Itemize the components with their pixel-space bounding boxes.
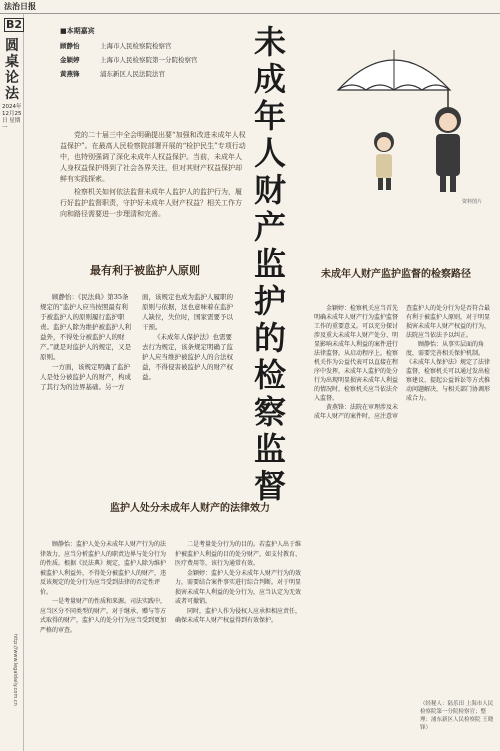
left-sidebar	[0, 14, 24, 751]
editor-note: （经秘人：陆乐田 上海市人民检察院第一分院检察官；整理：浦东新区人民检察院 王晓锋）	[420, 701, 494, 731]
guest-list	[60, 26, 240, 84]
guest-affiliation: 浦东新区人民法院法官	[100, 70, 165, 78]
guest-item	[60, 42, 240, 51]
paragraph: 黄燕锋：法院在审理涉及未成年人财产的案件时，应注意审查监护人的处分行为是否符合最有利于被监护人原则，对于明显损害未成年人财产权益的行为，法院应当依法予以纠正。	[314, 305, 491, 420]
intro-paragraph: 党的二十届三中全会明确提出要“加强和改进未成年人权益保护”。在最高人民检察院部署开展的“检护民生”专项行动中，也特别强调了深化未成年人权益保护。当前，未成年人人身权益保护得到了社会各界关注，但对其财产权益保护却鲜有实践探索。	[60, 131, 246, 183]
masthead	[0, 0, 500, 14]
section-body	[40, 540, 302, 730]
paragraph: 《未成年人保护法》也需要去行为规定，该条规定明确了监护人应当维护被监护人的合法权益，不得侵害被监护人的财产权益。	[142, 333, 233, 381]
section-title: 未成年人财产监护监督的检察路径	[321, 269, 471, 280]
intro-text	[60, 130, 246, 222]
umbrella-icon	[338, 50, 450, 130]
guest-name: 黄燕锋	[60, 70, 80, 78]
guest-item	[60, 70, 240, 79]
section-title: 监护人处分未成年人财产的法律效力	[110, 503, 270, 514]
guest-affiliation: 上海市人民检察院检察官	[100, 42, 172, 50]
paragraph: 二是考量处分行为的目的。若监护人出于维护被监护人利益的目的处分财产，如支付教育、医疗费用等，该行为通常有效。	[175, 541, 302, 567]
paper-name: 法治日报	[4, 2, 36, 11]
paragraph: 一是考量财产的性质和来源。司法实践中，应当区分不同类型的财产，对于继承、赠与等方式取得的财产，监护人的处分行为应当受到更加严格的审查。	[40, 598, 167, 634]
umbrella-illustration	[298, 30, 490, 195]
paragraph: 一方面，该规定明确了监护人是处分被监护人的财产，构成了其行为的边界基础。另一方面，该规定也成为监护人履职的原则与依据，这也意味着在监护人缺位，失位时，国家需要予以干预。	[40, 293, 233, 391]
paragraph: 金颖婷：监护人处分未成年人财产行为的效力，需要结合案件事实进行综合判断。对于明显损害未成年人利益的处分行为，应当认定为无效或者可撤销。	[175, 569, 302, 605]
adult-figure	[435, 107, 461, 192]
paragraph: 顾静怡：《民法典》第35条规定的“监护人应当按照最有利于被监护人的原则履行监护职责。监护人除为维护被监护人利益外，不得处分被监护人的财产。”就是对监护人的规定，又是原则。	[40, 293, 132, 361]
paragraph: 金颖婷：检察机关应当首先明确未成年人财产行为监护监督工作的重要意义。可以充分探讨涉及重大未成年人财产处分、明显影响未成年人利益的案件进行法律监督。从启动程序上，检察机关作为公益代表可以直接在程序中发挥，未成年人监护的处分行为出现明显损害未成年人利益的情况时，检察机关应当依法介入监督。	[314, 305, 399, 402]
section-title: 最有利于被监护人原则	[90, 264, 200, 277]
section-name: 圆桌论法	[5, 38, 19, 102]
page-number: B2	[6, 18, 23, 31]
side-url: http://www.legaldaily.com.cn	[12, 634, 18, 706]
guest-name: 顾静怡	[60, 42, 80, 50]
photo-credit: 资料图片	[462, 199, 483, 205]
guest-affiliation: 上海市人民检察院第一分院检察官	[100, 56, 198, 64]
main-title: 未成年人财产监护的检察监督	[253, 23, 286, 505]
issue-date: 2024年12月25日 星期一	[2, 104, 22, 131]
guest-header: ■本期嘉宾	[60, 27, 95, 35]
section-body	[40, 292, 236, 492]
guest-item	[60, 56, 240, 65]
paragraph: 顾静怡：从事实层面的角度，需要完善相关保护机制。《未成年人保护法》规定了法律监督，检察机关可以通过发出检察建议、提起公益诉讼等方式推动问题解决，与相关部门协调形成合力。	[406, 341, 491, 402]
child-figure	[374, 132, 394, 190]
guest-name: 金颖婷	[60, 56, 80, 64]
intro-paragraph: 检察机关如何依法监督未成年人监护人的监护行为，履行好监护监督职责，守护好未成年人财产权益？相关工作方向和路径需要进一步理清和完善。	[60, 188, 242, 218]
section-body	[314, 304, 492, 704]
paragraph: 同时，监护人作为侵权人应承担相应责任，确保未成年人财产权益得到有效保护。	[175, 607, 302, 624]
paragraph: 顾静怡：监护人处分未成年人财产行为的法律效力，应当分析监护人的职责边界与处分行为的性质。根据《民法典》规定，监护人除为维护被监护人利益外，不得处分被监护人的财产，违反该规定的处分行为应当受到法律的否定性评价。	[40, 541, 167, 596]
